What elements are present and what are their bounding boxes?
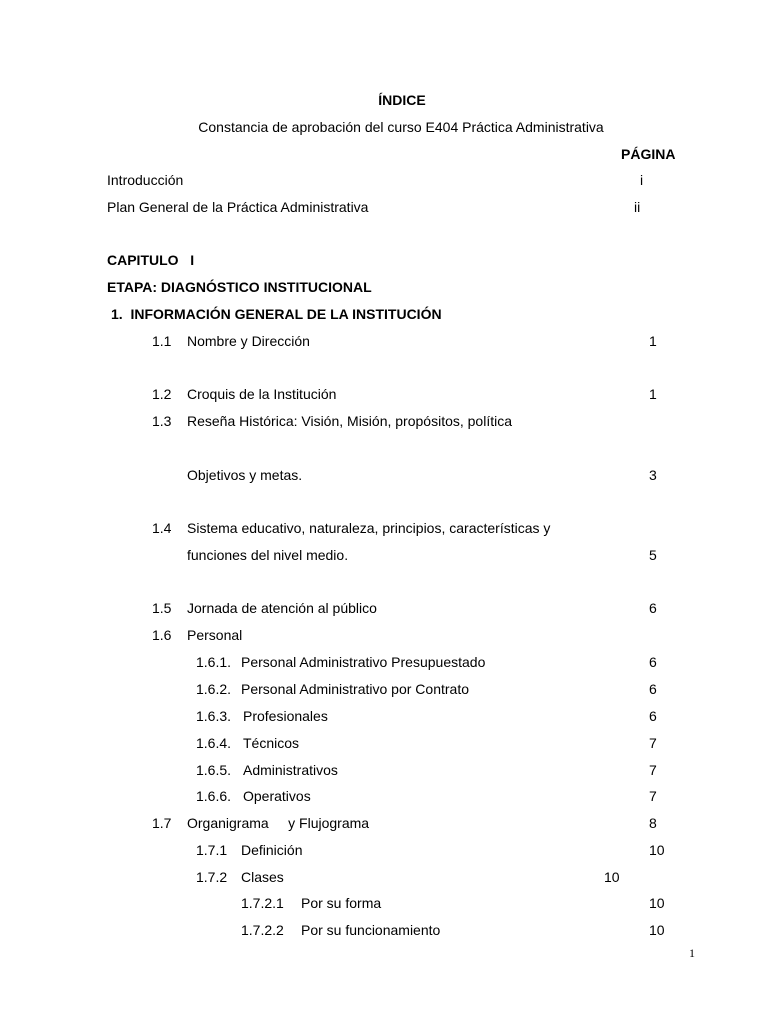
toc-entry-number: 1.7.2.1	[241, 895, 284, 911]
toc-entry-page: 10	[649, 922, 665, 938]
toc-entry-label: Profesionales	[243, 708, 328, 724]
toc-entry-page: i	[640, 172, 644, 188]
toc-entry-number: 1.6.2.	[196, 681, 232, 697]
toc-entry-page: 1	[649, 333, 657, 349]
toc-entry-page: 6	[649, 654, 657, 670]
toc-entry-label: Reseña Histórica: Visión, Misión, propósitos, política	[187, 413, 513, 429]
toc-entry-number: 1.7	[152, 815, 172, 831]
toc-entry-number: 1.7.1	[196, 842, 228, 858]
toc-entry-label: Personal Administrativo Presupuestado	[241, 654, 486, 670]
toc-entry-page: 7	[649, 762, 657, 778]
toc-entry-page: ii	[634, 199, 641, 215]
toc-entry-page: 5	[649, 547, 657, 563]
toc-entry-number: 1.7.2	[196, 869, 228, 885]
toc-entry-number: 1.2	[152, 386, 172, 402]
stage-heading: ETAPA: DIAGNÓSTICO INSTITUCIONAL	[107, 279, 372, 295]
toc-entry-label: Operativos	[243, 788, 311, 804]
toc-entry-continuation: funciones del nivel medio.	[187, 547, 349, 563]
toc-entry-label: Plan General de la Práctica Administrativa	[107, 199, 369, 215]
toc-entry-page: 10	[604, 869, 620, 885]
toc-entry-number: 1.6.6.	[196, 788, 232, 804]
toc-entry-label: Clases	[241, 869, 284, 885]
page-title: ÍNDICE	[378, 92, 426, 108]
toc-entry-number: 1.6.3.	[196, 708, 232, 724]
toc-entry-label: Administrativos	[243, 762, 338, 778]
toc-entry-label: Definición	[241, 842, 303, 858]
toc-entry-label: Por su forma	[301, 895, 382, 911]
toc-entry-number: 1.3	[152, 413, 172, 429]
toc-entry-label: Introducción	[107, 172, 184, 188]
toc-entry-number: 1.6.4.	[196, 735, 232, 751]
toc-entry-number: 1.5	[152, 600, 172, 616]
toc-entry-label: Personal	[187, 627, 243, 643]
toc-entry-label: Técnicos	[243, 735, 300, 751]
toc-entry-number: 1.4	[152, 520, 172, 536]
page-number: 1	[689, 946, 695, 960]
toc-entry-number: 1.1	[152, 333, 172, 349]
toc-entry-page: 3	[649, 467, 657, 483]
toc-entry-page: 6	[649, 600, 657, 616]
toc-entry-label: Jornada de atención al público	[187, 600, 377, 616]
toc-entry-number: 1.6.1.	[196, 654, 232, 670]
section-heading: 1. INFORMACIÓN GENERAL DE LA INSTITUCIÓN	[111, 306, 442, 322]
toc-entry-page: 6	[649, 681, 657, 697]
toc-entry-label: Organigrama y Flujograma	[187, 815, 370, 831]
toc-entry-label: Sistema educativo, naturaleza, principios, características y	[187, 520, 551, 536]
page-subtitle: Constancia de aprobación del curso E404 Práctica Administrativa	[198, 119, 604, 135]
toc-entry-label: Croquis de la Institución	[187, 386, 337, 402]
toc-entry-number: 1.7.2.2	[241, 922, 284, 938]
toc-entry-page: 10	[649, 895, 665, 911]
toc-entry-page: 6	[649, 708, 657, 724]
toc-entry-label: Personal Administrativo por Contrato	[241, 681, 469, 697]
toc-entry-number: 1.6	[152, 627, 172, 643]
toc-entry-page: 1	[649, 386, 657, 402]
toc-entry-page: 8	[649, 815, 657, 831]
toc-entry-page: 7	[649, 735, 657, 751]
chapter-heading: CAPITULO I	[107, 252, 195, 268]
toc-entry-label: Por su funcionamiento	[301, 922, 441, 938]
toc-entry-continuation: Objetivos y metas.	[187, 467, 303, 483]
toc-entry-label: Nombre y Dirección	[187, 333, 310, 349]
toc-entry-page: 10	[649, 842, 665, 858]
toc-entry-page: 7	[649, 788, 657, 804]
page-column-header: PÁGINA	[621, 146, 676, 162]
toc-entry-number: 1.6.5.	[196, 762, 232, 778]
